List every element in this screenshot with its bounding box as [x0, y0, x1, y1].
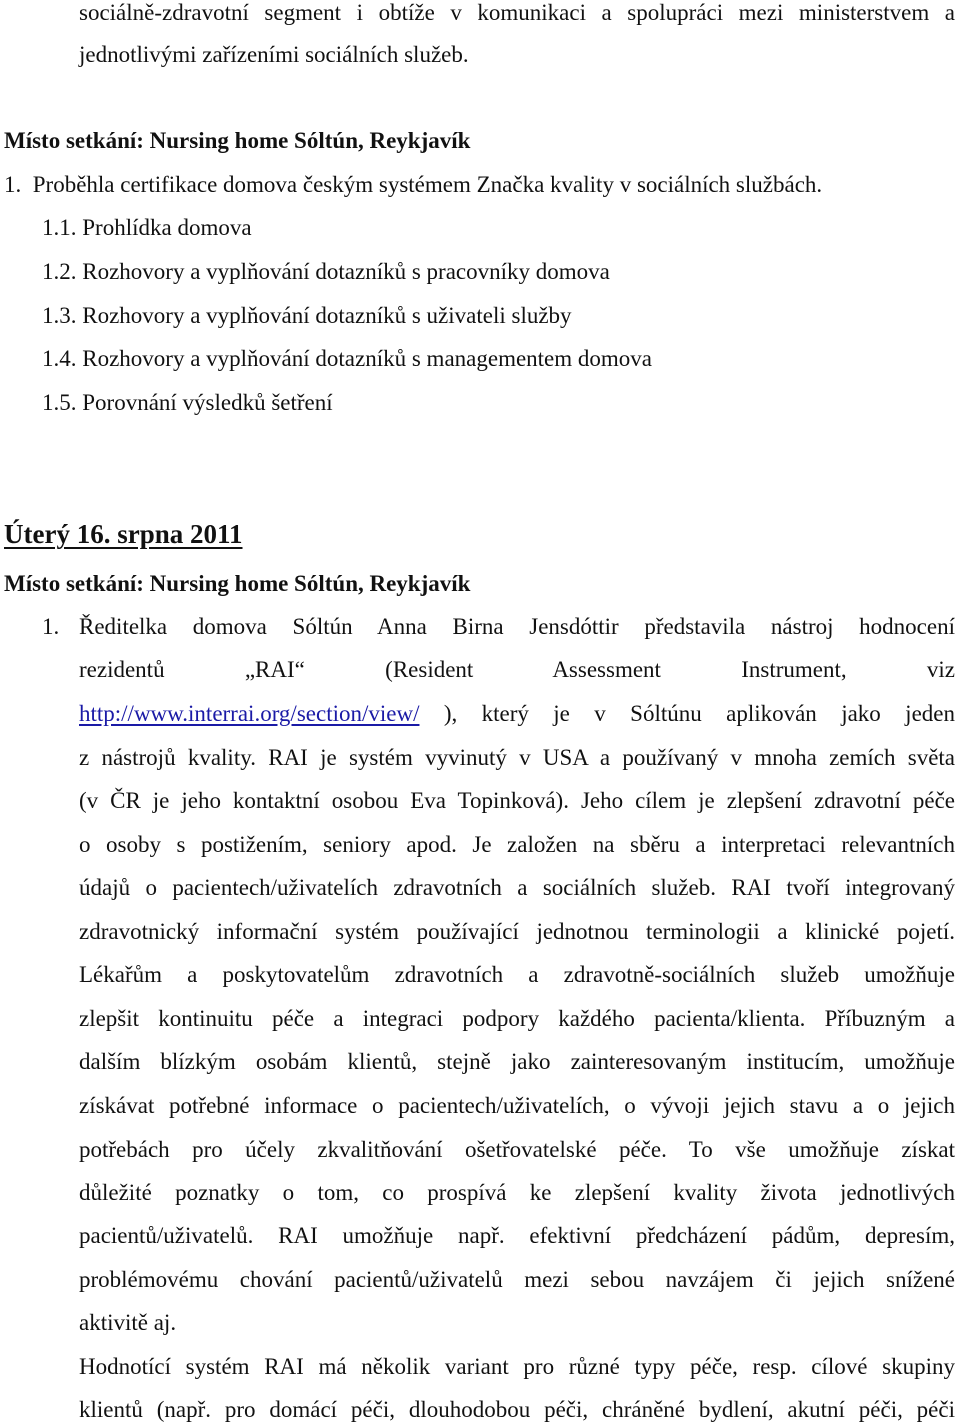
list-item-1: 1. Proběhla certifikace domova českým systémem Značka kvality v sociálních službách.: [4, 172, 823, 197]
intro-line-1: sociálně-zdravotní segment i obtíže v komunikaci a spolupráci mezi ministerstvem a: [79, 0, 955, 25]
sub-item-1-4: 1.4. Rozhovory a vyplňování dotazníků s managementem domova: [42, 346, 653, 371]
para-line-3-text: ), který je v Sóltúnu aplikován jako jeden: [419, 701, 955, 726]
sub-item-1-2: 1.2. Rozhovory a vyplňování dotazníků s pracovníky domova: [42, 259, 610, 284]
para-line-15: pacientů/uživatelů. RAI umožňuje např. efektivní předcházení pádům, depresím,: [79, 1223, 955, 1248]
date-heading: Úterý 16. srpna 2011: [4, 519, 243, 549]
meeting-place-2: Místo setkání: Nursing home Sóltún, Reykjavík: [4, 571, 471, 596]
para-line-2: rezidentů „RAI“ (Resident Assessment Instrument, viz: [79, 657, 955, 682]
para-line-9: Lékařům a poskytovatelům zdravotních a zdravotně-sociálních služeb umožňuje: [79, 962, 955, 987]
sub-item-1-3: 1.3. Rozhovory a vyplňování dotazníků s uživateli služby: [42, 303, 572, 328]
para-line-8: zdravotnický informační systém používající jednotnou terminologii a klinické pojetí.: [79, 919, 955, 944]
interrai-link[interactable]: http://www.interrai.org/section/view/: [79, 701, 420, 726]
sub-item-1-5: 1.5. Porovnání výsledků šetření: [42, 390, 333, 415]
para-line-1: Ředitelka domova Sóltún Anna Birna Jensdóttir představila nástroj hodnocení: [79, 614, 955, 639]
para-line-13: potřebách pro účely zkvalitňování ošetřovatelské péče. To vše umožňuje získat: [79, 1137, 955, 1162]
meeting-place-1: Místo setkání: Nursing home Sóltún, Reykjavík: [4, 128, 471, 153]
para-line-3: [79, 701, 955, 727]
list-number: 1.: [42, 614, 60, 639]
para-line-14: důležité poznatky o tom, co prospívá ke zlepšení kvality života jednotlivých: [79, 1180, 955, 1205]
para-line-6: o osoby s postižením, seniory apod. Je založen na sběru a interpretaci relevantních: [79, 832, 955, 857]
para-line-19: klientů (např. pro domácí péči, dlouhodobou péči, chráněné bydlení, akutní péči, péči: [79, 1397, 955, 1422]
para-line-10: zlepšit kontinuitu péče a integraci podpory každého pacienta/klienta. Příbuzným a: [79, 1006, 955, 1031]
para-line-5: (v ČR je jeho kontaktní osobou Eva Topinková). Jeho cílem je zlepšení zdravotní péče: [79, 788, 955, 813]
para-line-4: z nástrojů kvality. RAI je systém vyvinutý v USA a používaný v mnoha zemích světa: [79, 745, 955, 770]
para-line-18: Hodnotící systém RAI má několik variant pro různé typy péče, resp. cílové skupiny: [79, 1354, 955, 1379]
intro-line-2: jednotlivými zařízeními sociálních služeb.: [79, 42, 469, 67]
para-line-16: problémovému chování pacientů/uživatelů mezi sebou navzájem či jejich snížené: [79, 1267, 955, 1292]
sub-item-1-1: 1.1. Prohlídka domova: [42, 215, 252, 240]
para-line-7: údajů o pacientech/uživatelích zdravotních a sociálních služeb. RAI tvoří integrovaný: [79, 875, 955, 900]
para-line-17: aktivitě aj.: [79, 1310, 177, 1335]
para-line-12: získávat potřebné informace o pacientech/uživatelích, o vývoji jejich stavu a o jejich: [79, 1093, 955, 1118]
para-line-11: dalším blízkým osobám klientů, stejně jako zainteresovaným institucím, umožňuje: [79, 1049, 955, 1074]
